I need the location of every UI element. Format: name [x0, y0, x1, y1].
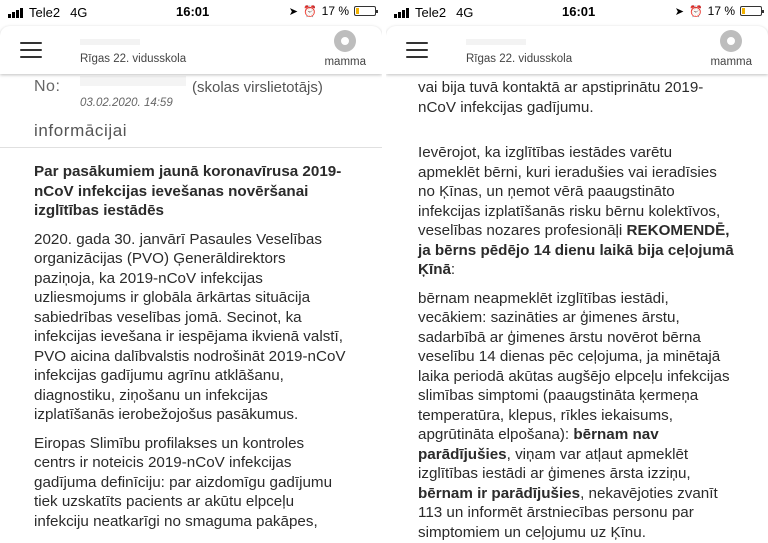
- message-subject: informācijai: [34, 121, 128, 140]
- message-body: [34, 162, 346, 540]
- profile-button[interactable]: [324, 30, 366, 68]
- status-bar: [0, 0, 382, 24]
- status-bar: [386, 0, 768, 24]
- profile-name: mamma: [324, 56, 366, 68]
- text-run: :: [450, 261, 456, 278]
- menu-icon[interactable]: [406, 42, 428, 58]
- app-bar: [386, 26, 768, 74]
- redacted-area: [466, 39, 526, 45]
- user-avatar-icon: [334, 30, 356, 52]
- app-bar: [0, 26, 382, 74]
- text-run: , nekavējoties zvanīt 113 un informēt ārstniecības personu par simptomiem un ceļojumu uz Ķīnu.: [418, 484, 718, 541]
- from-label: No:: [34, 78, 61, 95]
- profile-button[interactable]: [710, 30, 752, 68]
- profile-name: mamma: [710, 56, 752, 68]
- redacted-sender: [80, 76, 186, 86]
- message-body: [418, 78, 736, 543]
- user-avatar-icon: [720, 30, 742, 52]
- clock: 16:01: [176, 4, 210, 19]
- divider-line: [0, 147, 382, 148]
- network-type: 4G: [70, 5, 88, 20]
- text-run: bērnam neapmeklēt izglītības iestādi, vecākiem: sazināties ar ģimenes ārstu, sadarbībā ar ģimenes ārstu novērot bērna veselību 14 dienas pēc ceļojuma, ja minētajā laika periodā akūtas augšējo elpceļu infekcijas slimības simptomi (paaugstināta ķermeņa temperatūra, klepus, rīkles iekaisums, apgrūtināta elpošana):: [418, 289, 730, 443]
- emphasis-bold: bērnam nav parādījušies: [418, 426, 659, 463]
- school-name: Rīgas 22. vidusskola: [80, 53, 187, 65]
- body-title: Par pasākumiem jaunā koronavīrusa 2019-nCoV infekcijas ievešanas novēršanai izglītības iestādēs: [34, 163, 342, 219]
- menu-icon[interactable]: [20, 42, 42, 58]
- right-screen: [386, 0, 768, 543]
- school-name: Rīgas 22. vidusskola: [466, 53, 573, 65]
- clock: 16:01: [562, 4, 596, 19]
- carrier-name: Tele2: [29, 5, 61, 20]
- network-type: 4G: [456, 5, 474, 20]
- emphasis-bold: bērnam ir parādījušies: [418, 484, 581, 502]
- location-icon: ➤: [288, 5, 298, 18]
- body-paragraph: Eiropas Slimību profilakses un kontroles centrs ir noteicis 2019-nCoV infekcijas gadījuma definīciju: par aizdomīgu gadījumu tiek uzskatīts pacients ar akūtu elpceļu infekciju neatkarīgi no smaguma pakāpes,: [34, 434, 333, 530]
- body-paragraph: [418, 289, 736, 543]
- left-screen: [0, 0, 382, 543]
- message-header: [34, 76, 372, 146]
- body-paragraph: vai bija tuvā kontaktā ar apstiprinātu 2019-nCoV infekcijas gadījumu.: [418, 79, 704, 116]
- text-run: , viņam var atļaut apmeklēt izglītības iestādi ar ģimenes ārsta izziņu,: [418, 445, 691, 482]
- battery-percent: 17 %: [707, 4, 735, 18]
- battery-icon: [354, 6, 376, 16]
- battery-icon: [740, 6, 762, 16]
- body-paragraph: [418, 143, 736, 280]
- body-paragraph: 2020. gada 30. janvārī Pasaules Veselības organizācijas (PVO) Ģenerāldirektors paziņoja, ka 2019-nCoV infekcijas uzliesmojums ir globāla ārkārtas situācija sabiedrības veselības jomā. Secinot, ka infekcijas ievešana ir iespējama ikvienā valstī, PVO aicina dalībvalstis nodrošināt 2019-nCoV infekcijas gadījumu agrīnu atklāšanu, diagnostiku, ziņošanu un infekcijas izplatīšanās ierobežojošus pasākumus.: [34, 230, 346, 423]
- sender-role: (skolas virslietotājs): [192, 79, 323, 96]
- message-date: 03.02.2020. 14:59: [80, 97, 173, 109]
- alarm-icon: ⏰: [688, 5, 703, 18]
- redacted-area: [80, 39, 140, 45]
- text-run: Ievērojot, ka izglītības iestādes varētu apmeklēt bērni, kuri ieradušies vai ieradīsies no Ķīnas, un ņemot vērā paaugstināto infekcijas izplatīšanās risku bērnu kolektīvos, veselības nozares profesionāļi: [418, 144, 721, 239]
- signal-icon: [394, 8, 409, 18]
- battery-percent: 17 %: [321, 4, 349, 18]
- signal-icon: [8, 8, 23, 18]
- location-icon: ➤: [674, 5, 684, 18]
- alarm-icon: ⏰: [302, 5, 317, 18]
- carrier-name: Tele2: [415, 5, 447, 20]
- recommendation-bold: REKOMENDĒ, ja bērns pēdējo 14 dienu laikā bija ceļojumā Ķīnā: [418, 222, 734, 278]
